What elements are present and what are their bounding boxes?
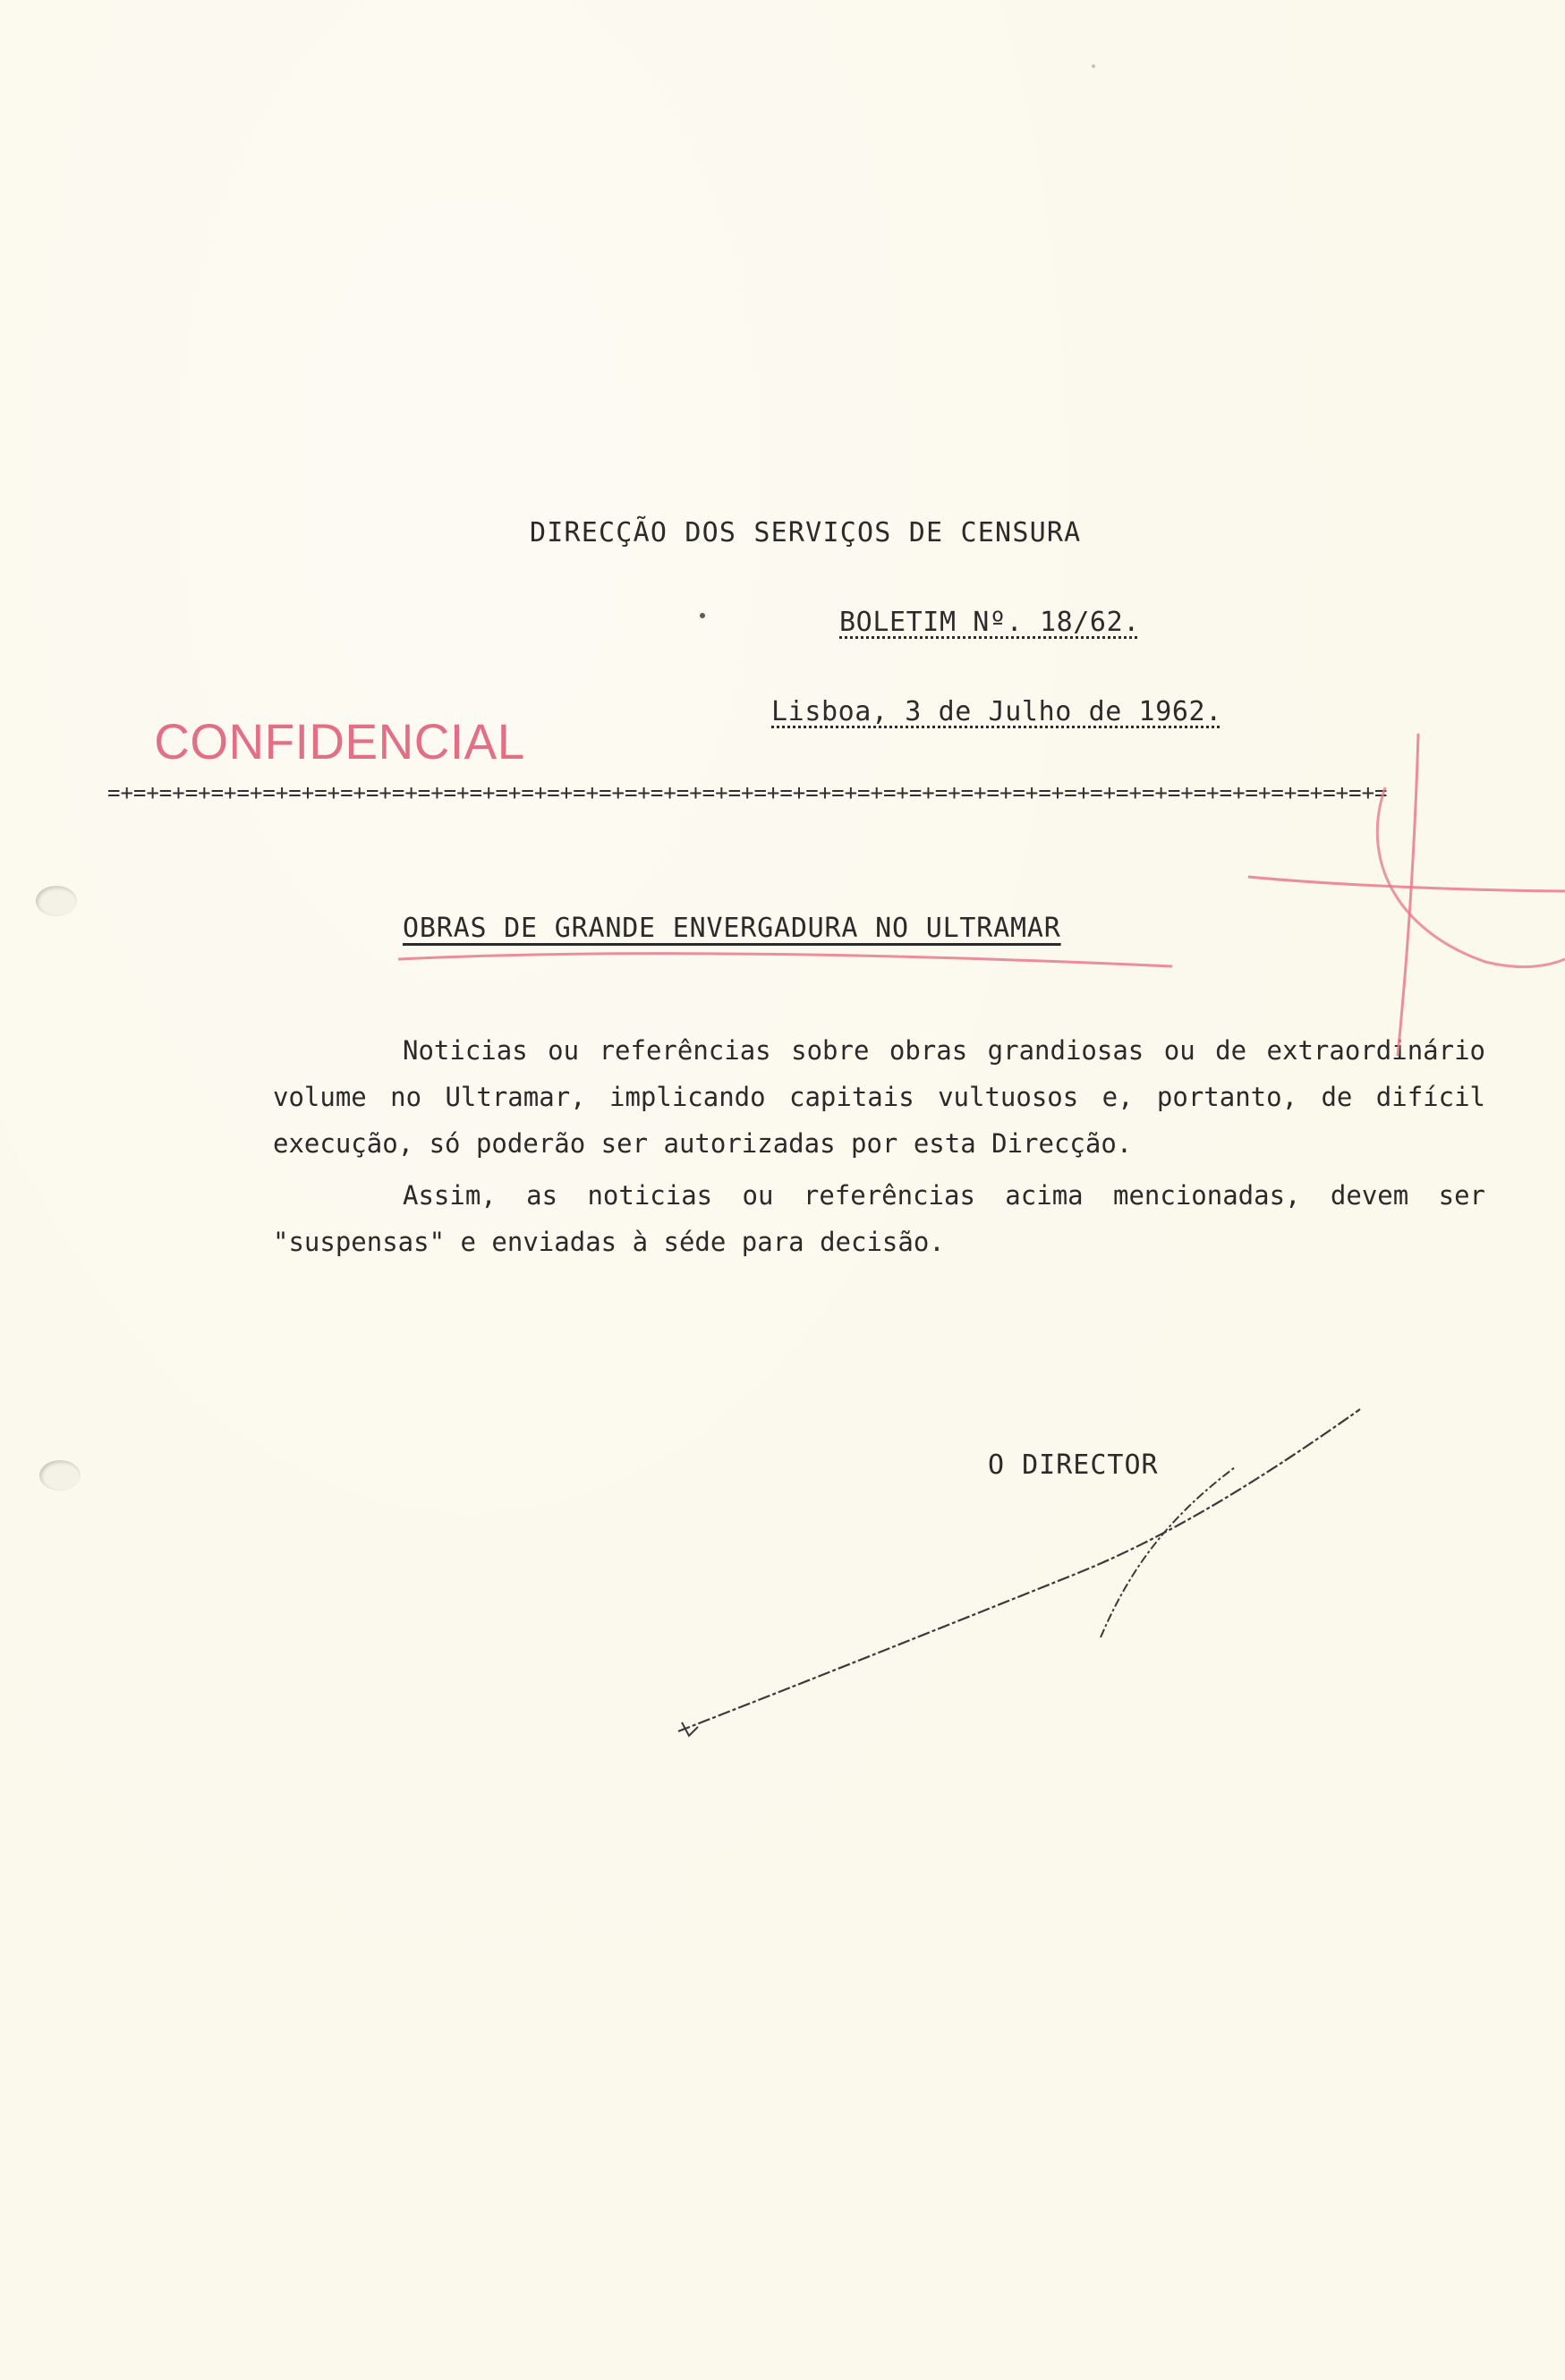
- paragraph-2: Assim, as noticias ou referências acima mencionadas, devem ser "suspensas" e enviadas à séde para decisão.: [273, 1180, 1485, 1257]
- signature-label: O DIRECTOR: [988, 1449, 1159, 1481]
- red-curve-mark: [1377, 787, 1565, 967]
- signature-stroke-2: [1101, 1467, 1235, 1637]
- paragraph-1: Noticias ou referências sobre obras grandiosas ou de extraordinário volume no Ultramar, implicando capitais vultuosos e, portanto, de difícil execução, só poderão ser autorizadas por esta Direcção.: [273, 1035, 1485, 1159]
- signature-stroke-3: [682, 1722, 698, 1736]
- paper-speck: [700, 613, 705, 618]
- bulletin-number: BOLETIM Nº. 18/62.: [839, 607, 1140, 638]
- red-underline-mark: [398, 954, 1172, 966]
- red-horizontal-mark: [1248, 877, 1565, 891]
- institution-title: DIRECÇÃO DOS SERVIÇOS DE CENSURA: [530, 517, 1082, 548]
- paper-speck: [1092, 64, 1095, 68]
- divider-line: =+=+=+=+=+=+=+=+=+=+=+=+=+=+=+=+=+=+=+=+=+=+=+=+=+=+=+=+=+=+=+=+=+=+=+=+=+=+=+=+=+=+=+=+=+=+=+=+=+=: [107, 780, 1388, 805]
- confidential-stamp: CONFIDENCIAL: [154, 713, 525, 769]
- subject-heading: OBRAS DE GRANDE ENVERGADURA NO ULTRAMAR: [403, 913, 1061, 944]
- punch-hole-bottom: [39, 1460, 81, 1491]
- body-text: [273, 1027, 1485, 1265]
- punch-hole-top: [36, 886, 77, 916]
- document-date: Lisboa, 3 de Julho de 1962.: [771, 696, 1222, 727]
